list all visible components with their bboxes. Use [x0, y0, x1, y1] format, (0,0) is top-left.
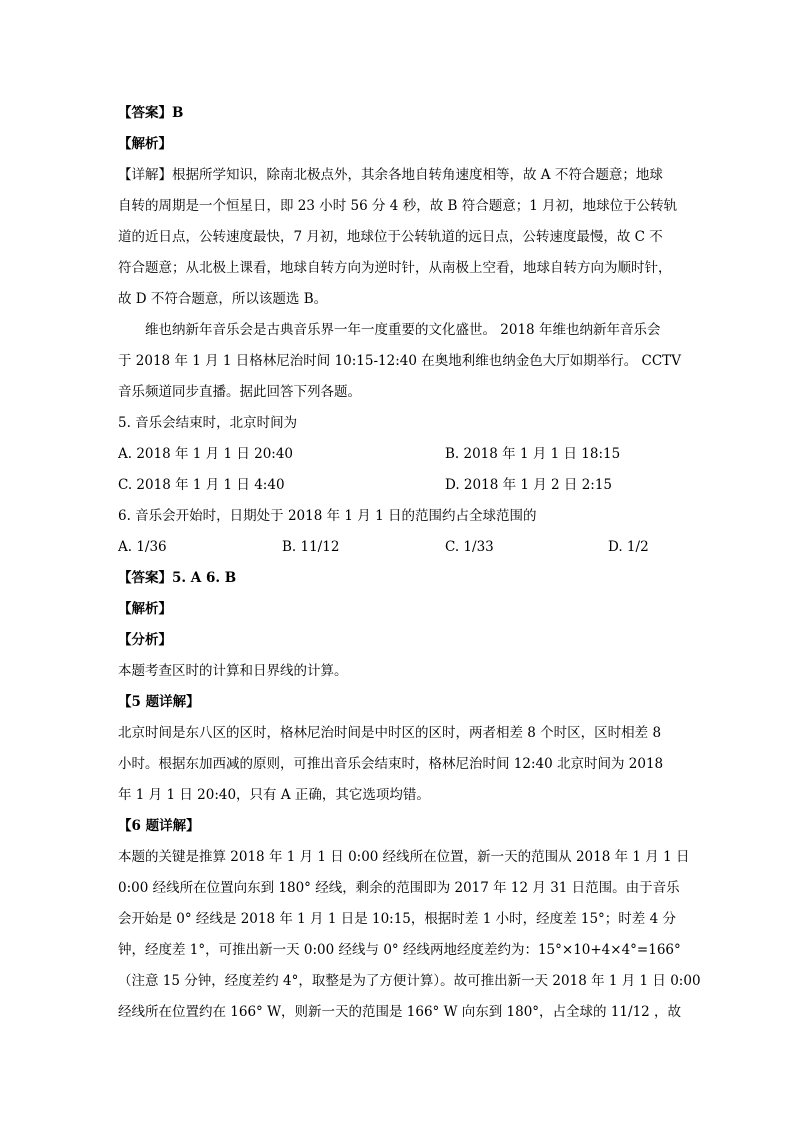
detail-5-heading: 【5 题详解】 [118, 694, 200, 710]
detail-5-line: 北京时间是东八区的区时，格林尼治时间是中时区的区时，两者相差 8 个时区，区时相差 8 [118, 725, 662, 741]
answer-2: 【答案】5. A 6. B [118, 570, 237, 586]
q6-option-b: B. 11/12 [282, 539, 340, 555]
passage-line: 音乐频道同步直播。据此回答下列各题。 [118, 384, 361, 400]
detail-5-line: 年 1 月 1 日 20:40，只有 A 正确，其它选项均错。 [118, 787, 430, 803]
document-page [118, 98, 701, 1028]
question-6-stem: 6. 音乐会开始时，日期处于 2018 年 1 月 1 日的范围约占全球范围的 [118, 508, 537, 524]
answer-1: 【答案】B [118, 105, 184, 121]
q6-option-c: C. 1/33 [445, 539, 494, 555]
detail-6-line: 本题的关键是推算 2018 年 1 月 1 日 0:00 经线所在位置，新一天的范围从 2018 年 1 月 1 日 [118, 849, 690, 865]
q5-option-a: A. 2018 年 1 月 1 日 20:40 [118, 446, 294, 462]
fenxi-text: 本题考查区时的计算和日界线的计算。 [118, 663, 348, 679]
question-5-options-row-1 [118, 439, 678, 470]
detail-1-line: 自转的周期是一个恒星日，即 23 小时 56 分 4 秒，故 B 符合题意；1 月初，地球位于公转轨 [118, 198, 678, 214]
detail-6-line: 0:00 经线所在位置向东到 180° 经线，剩余的范围即为 2017 年 12 月 31 日范围。由于音乐 [118, 880, 680, 896]
analysis-2-heading: 【解析】 [118, 601, 172, 617]
q5-option-d: D. 2018 年 1 月 2 日 2:15 [445, 477, 613, 493]
detail-6-line: 钟，经度差 1°，可推出新一天 0:00 经线与 0° 经线两地经度差约为：15°×10+4×4°=166° [118, 942, 681, 958]
q6-option-d: D. 1/2 [608, 539, 649, 555]
fenxi-heading: 【分析】 [118, 632, 172, 648]
detail-6-line: （注意 15 分钟，经度差约 4°，取整是为了方便计算）。故可推出新一天 2018 年 1 月 1 日 0:00 [118, 973, 701, 989]
detail-1-line: 符合题意；从北极上课看，地球自转方向为逆时针，从南极上空看，地球自转方向为顺时针， [118, 260, 672, 276]
analysis-1-heading: 【解析】 [118, 136, 172, 152]
detail-6-heading: 【6 题详解】 [118, 818, 200, 834]
q6-option-a: A. 1/36 [118, 539, 167, 555]
q5-option-c: C. 2018 年 1 月 1 日 4:40 [118, 477, 285, 493]
detail-6-line: 会开始是 0° 经线是 2018 年 1 月 1 日是 10:15，根据时差 1 小时，经度差 15°；时差 4 分 [118, 911, 676, 927]
question-6-options [118, 532, 678, 563]
q5-option-b: B. 2018 年 1 月 1 日 18:15 [445, 446, 621, 462]
passage-line: 于 2018 年 1 月 1 日格林尼治时间 10:15-12:40 在奥地利维也纳金色大厅如期举行。 CCTV [118, 353, 681, 369]
detail-1-line: 道的近日点，公转速度最快，7 月初，地球位于公转轨道的远日点，公转速度最慢，故 C 不 [118, 229, 663, 245]
detail-1-line: 【详解】根据所学知识，除南北极点外，其余各地自转角速度相等，故 A 不符合题意；地球 [118, 167, 663, 183]
question-5-options-row-2 [118, 470, 678, 501]
passage-line: 维也纳新年音乐会是古典音乐界一年一度重要的文化盛世。 2018 年维也纳新年音乐会 [145, 322, 661, 338]
detail-1-line: 故 D 不符合题意，所以该题选 B。 [118, 291, 328, 307]
question-5-stem: 5. 音乐会结束时，北京时间为 [118, 415, 298, 431]
detail-5-line: 小时。根据东加西减的原则，可推出音乐会结束时，格林尼治时间 12:40 北京时间为 2018 [118, 756, 664, 772]
detail-6-line: 经线所在位置约在 166° W，则新一天的范围是 166° W 向东到 180°，占全球的 11/12 ，故 [118, 1004, 682, 1020]
